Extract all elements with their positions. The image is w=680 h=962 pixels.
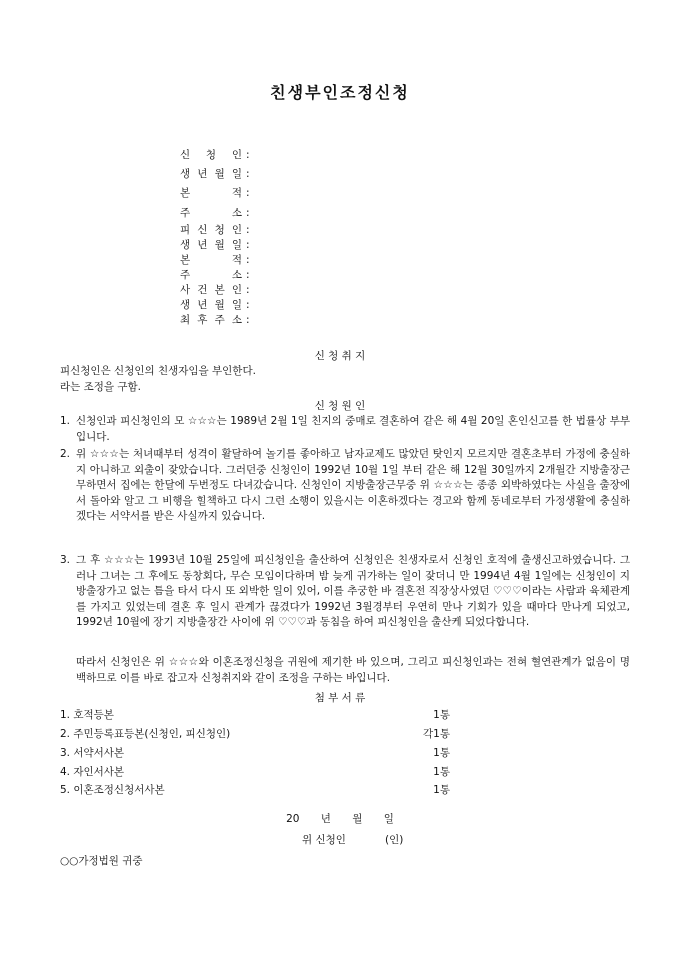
attachment-count: 각1통	[423, 728, 450, 740]
party-label: 본 적	[180, 254, 242, 266]
party-row: 신 청 인 :	[180, 149, 250, 161]
party-label: 사 건 본 인	[180, 284, 242, 296]
party-row: 본 적 :	[180, 187, 250, 199]
purpose-heading: 신 청 취 지	[314, 350, 366, 362]
attachment-count: 1통	[433, 784, 450, 796]
party-label: 생 년 월 일	[180, 299, 242, 311]
attachment-count: 1통	[433, 709, 450, 721]
purpose-line: 피신청인은 신청인의 친생자임을 부인한다.	[60, 365, 256, 377]
attachment-name: 4. 자인서사본	[60, 766, 125, 778]
cause-conclusion-text: 따라서 신청인은 위 ☆☆☆와 이혼조정신청을 귀원에 제기한 바 있으며, 그리고 피신청인과는 전혀 혈연관계가 없음이 명백하므로 이를 바로 잡고자 신청취지와 같이 조정을 구하는 바입니다.	[76, 656, 630, 684]
party-row: 생 년 월 일 :	[180, 299, 250, 311]
cause-item-text: 그 후 ☆☆☆는 1993년 10월 25일에 피신청인을 출산하여 신청인은 친생자로서 신청인 호적에 출생신고하였습니다. 그러나 그녀는 그 후에도 동창회다, 무슨 모임이다하며 밤 늦게 귀가하는 일이 잦더니 만 1994년 4월 1일에는 신청인이 지방출장가고 없는 틈을 타서 다시 또 외박한 일이 있어, 이를 추궁한 바 결혼전 직장상사였던 ♡♡♡이라는 사람과 육체관계를 가지고 있었는데 결혼 후 일시 관계가 끊겼다가 1992년 3월경부터 우연히 만나 기회가 있을 때마다 만나게 되었고, 1992년 10월에 장기 지방출장간 사이에 위 ♡♡♡과 동침을 하여 피신청인을 출산케 되었다합니다.	[76, 554, 630, 628]
court-addressee: ○○가정법원 귀중	[60, 855, 143, 867]
cause-item-number: 2.	[60, 448, 71, 460]
party-row: 본 적 :	[180, 254, 250, 266]
attachment-item	[60, 707, 450, 722]
party-label: 주 소	[180, 269, 242, 281]
party-label: 주 소	[180, 207, 242, 219]
attachment-item	[60, 764, 450, 779]
cause-heading: 신 청 원 인	[314, 400, 366, 412]
party-label: 생 년 월 일	[180, 168, 242, 180]
party-row: 생 년 월 일 :	[180, 168, 250, 180]
party-row: 사 건 본 인 :	[180, 284, 250, 296]
cause-item-number: 1.	[60, 415, 71, 427]
cause-item-text: 신청인과 피신청인의 모 ☆☆☆는 1989년 2월 1일 친지의 중매로 결혼하여 같은 해 4월 20일 혼인신고를 한 법률상 부부입니다.	[76, 415, 630, 443]
party-label: 최 후 주 소	[180, 314, 242, 326]
attachments-heading: 첨 부 서 류	[314, 692, 366, 704]
signer-label: 위 신청인	[302, 834, 346, 846]
attachment-item	[60, 745, 450, 760]
party-row: 주 소 :	[180, 207, 250, 219]
cause-item-number: 3.	[60, 554, 71, 566]
party-label: 생 년 월 일	[180, 239, 242, 251]
party-label: 본 적	[180, 187, 242, 199]
party-row: 생 년 월 일 :	[180, 239, 250, 251]
document-title: 친생부인조정신청	[270, 83, 410, 102]
attachment-count: 1통	[433, 747, 450, 759]
date-line: 20 년 월 일	[286, 813, 394, 825]
attachment-item	[60, 726, 450, 741]
attachment-item	[60, 782, 450, 797]
party-label: 피 신 청 인	[180, 224, 242, 236]
purpose-line: 라는 조정을 구함.	[60, 381, 142, 393]
attachment-name: 5. 이혼조정신청서사본	[60, 784, 165, 796]
party-row: 주 소 :	[180, 269, 250, 281]
party-label: 신 청 인	[180, 149, 242, 161]
party-row: 최 후 주 소 :	[180, 314, 250, 326]
seal-mark: (인)	[385, 834, 404, 846]
attachment-name: 3. 서약서사본	[60, 747, 125, 759]
attachment-count: 1통	[433, 766, 450, 778]
attachment-name: 2. 주민등록표등본(신청인, 피신청인)	[60, 728, 231, 740]
cause-item-text: 위 ☆☆☆는 처녀때부터 성격이 활달하여 놀기를 좋아하고 남자교제도 많았던 탓인지 모르지만 결혼초부터 가정에 충실하지 아니하고 외출이 잦았습니다. 그러던중 신청인이 1992년 10월 1일 부터 같은 해 12월 30일까지 2개월간 지방출장근무하면서 집에는 한달에 두번정도 다녀갔습니다. 신청인이 지방출장근무중 위 ☆☆☆는 종종 외박하였다는 사실을 출장에서 돌아와 알고 그 비행을 힐책하고 다시 그런 소행이 있을시는 이혼하겠다는 경고와 함께 동네로부터 가정생활에 충실하겠다는 서약서를 받은 사실까지 있습니다.	[76, 448, 630, 522]
party-row: 피 신 청 인 :	[180, 224, 250, 236]
attachment-name: 1. 호적등본	[60, 709, 114, 721]
